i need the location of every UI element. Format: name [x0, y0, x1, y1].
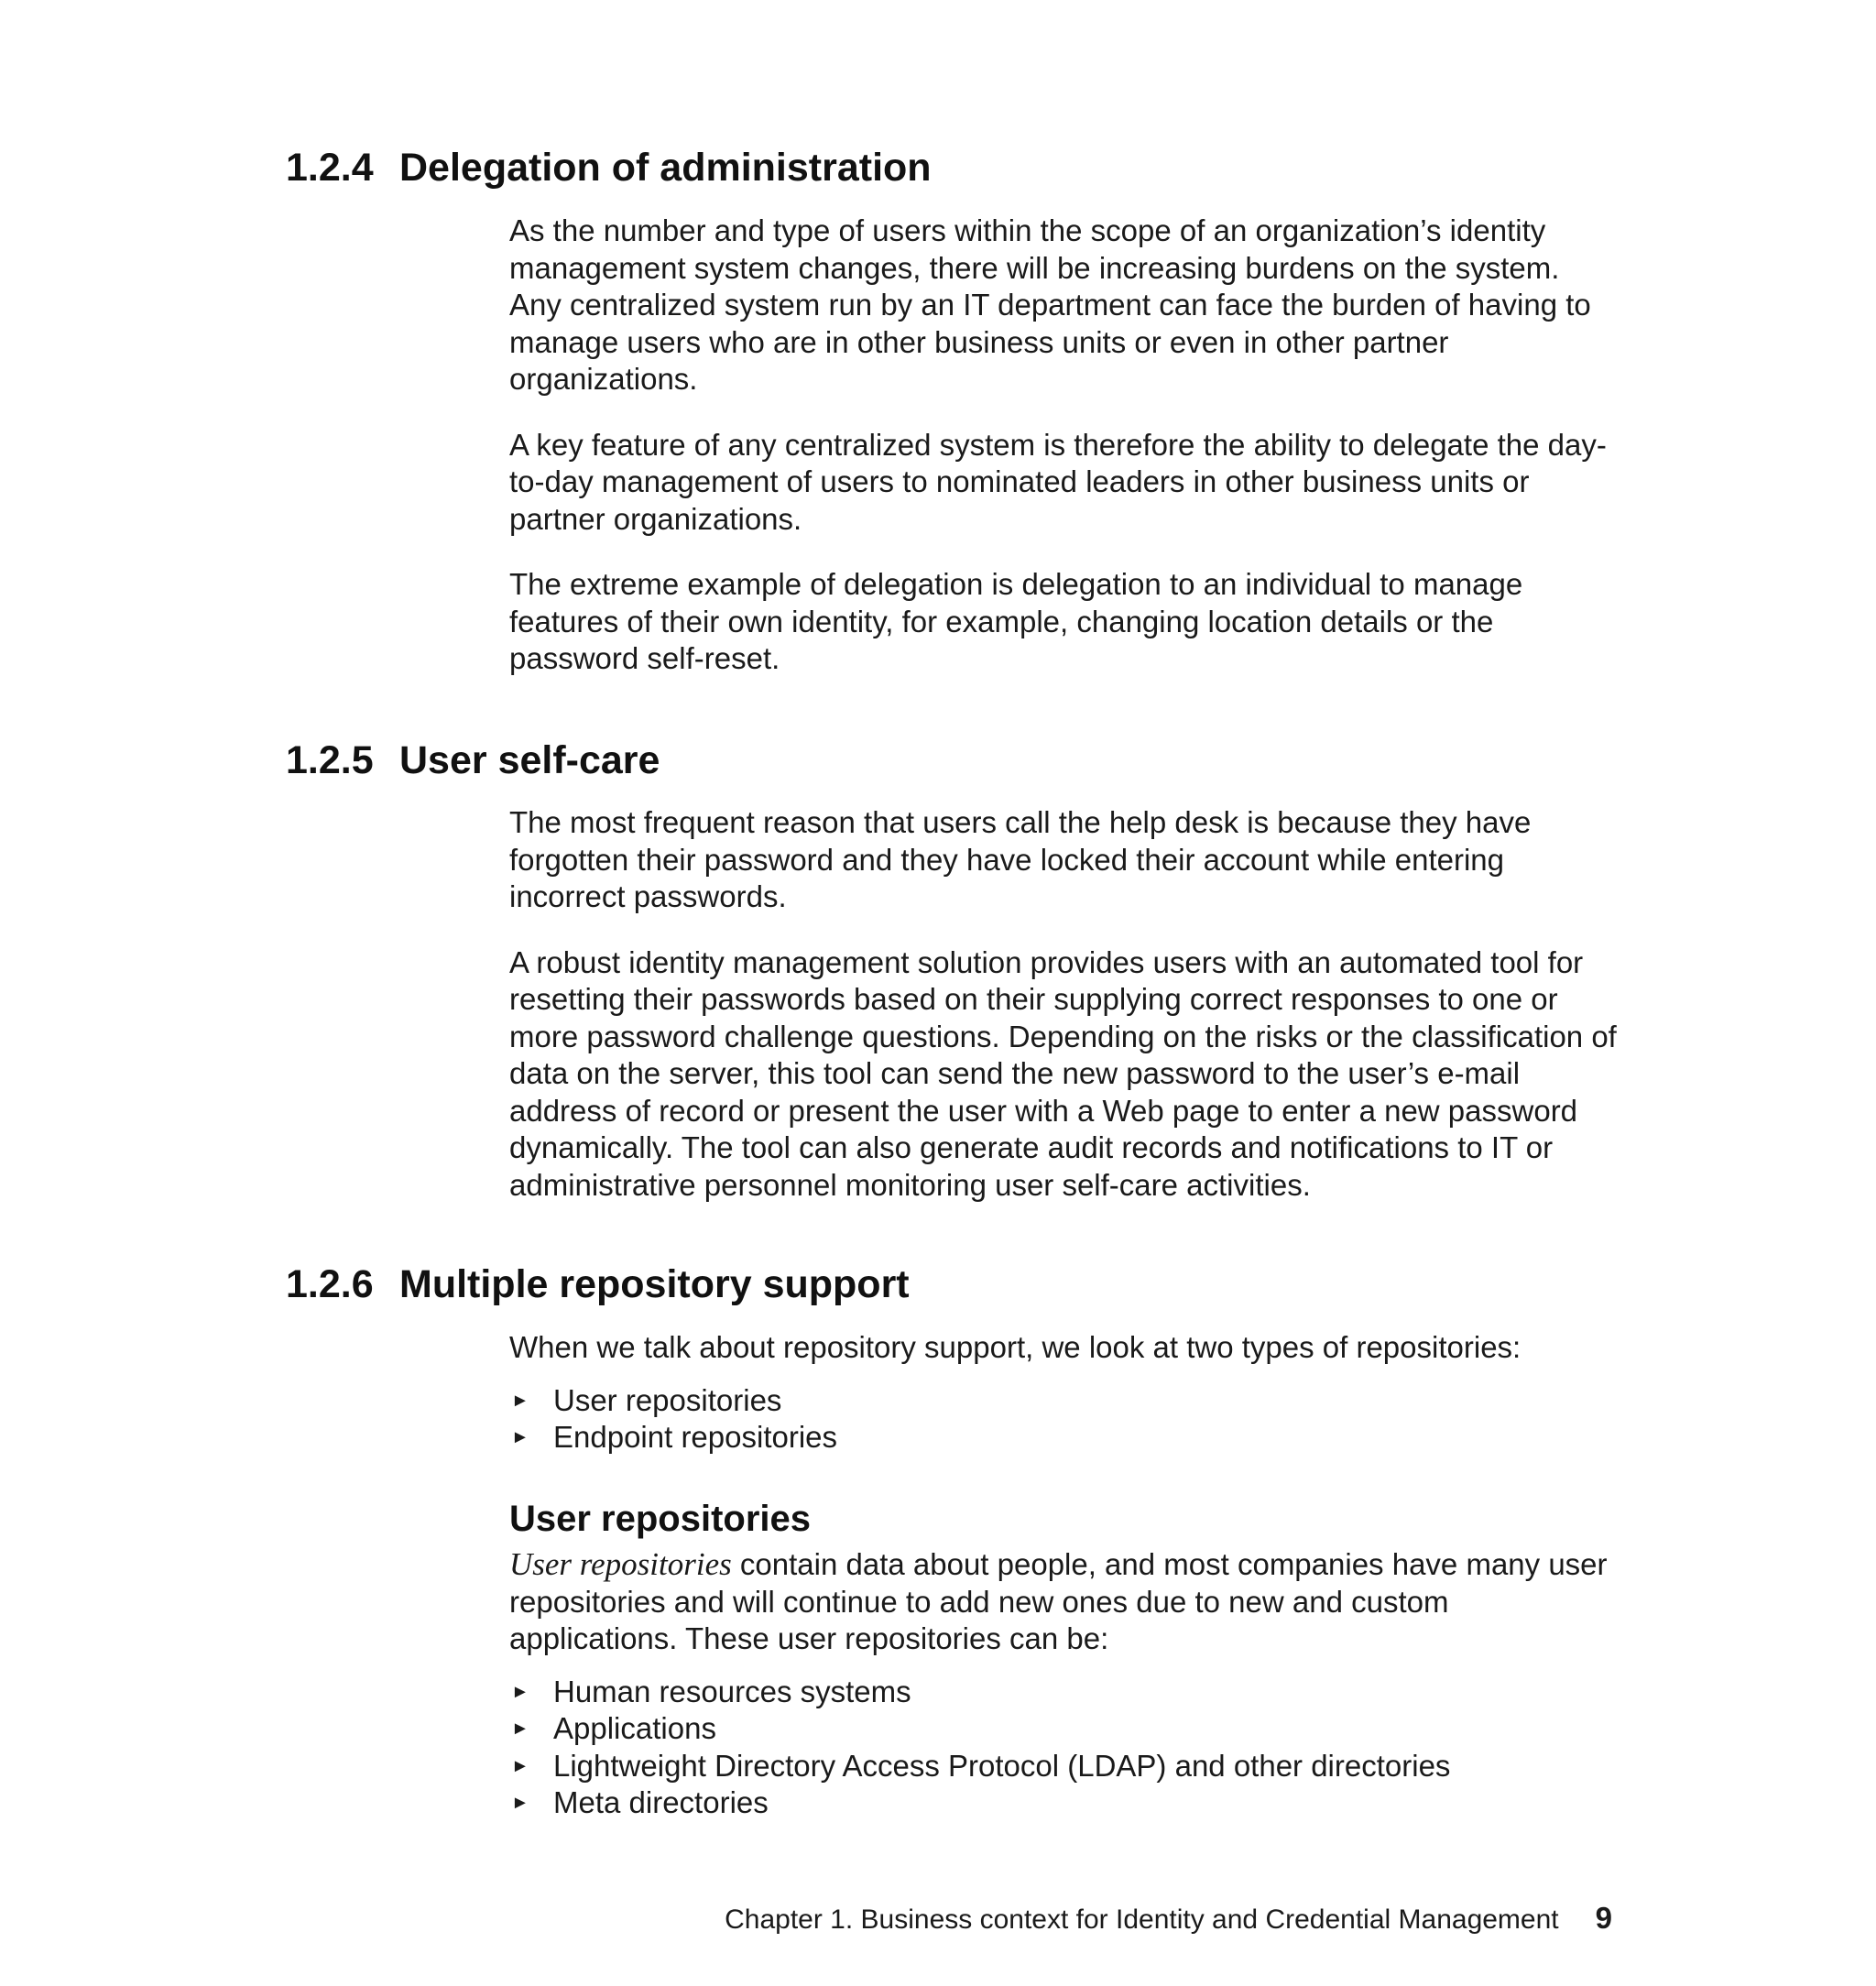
section-title: Delegation of administration — [399, 146, 932, 190]
subsection-heading-user-repositories: User repositories — [509, 1499, 812, 1539]
paragraph — [509, 1546, 1618, 1658]
section-heading-multiple-repository-support — [286, 1261, 910, 1307]
page-number: 9 — [1595, 1901, 1612, 1935]
defined-term: User repositories — [509, 1546, 732, 1582]
bullet-arrow-icon: ► — [511, 1755, 529, 1776]
list-item-text: Meta directories — [553, 1785, 769, 1819]
section-title: Multiple repository support — [399, 1262, 910, 1306]
paragraph: The most frequent reason that users call the help desk is because they have forgotten their password and they have locked their account while entering incorrect passwords. — [509, 805, 1532, 913]
paragraph: As the number and type of users within the scope of an organization’s identity management system changes, there will be increasing burdens on the system. Any centralized system run by an IT department can face the burden of having to manage users who are in other business units or even in other partner organizations. — [509, 213, 1591, 396]
section-number: 1.2.6 — [286, 1262, 374, 1306]
list-item — [509, 1419, 1618, 1457]
list-item — [509, 1784, 1618, 1822]
section-number: 1.2.4 — [286, 146, 374, 190]
page-footer — [725, 1902, 1612, 1937]
list-item-text: Human resources systems — [553, 1674, 911, 1708]
list-item — [509, 1674, 1618, 1711]
list-item — [509, 1382, 1618, 1420]
section-heading-user-self-care — [286, 737, 660, 783]
repository-types-list — [509, 1382, 1618, 1457]
section-number: 1.2.5 — [286, 738, 374, 782]
paragraph: The extreme example of delegation is delegation to an individual to manage features of their own identity, for example, changing location details or the password self-reset. — [509, 567, 1523, 675]
subsection-body-user-repositories — [509, 1546, 1618, 1822]
bullet-arrow-icon: ► — [511, 1793, 529, 1813]
user-repositories-list — [509, 1674, 1618, 1822]
bullet-arrow-icon: ► — [511, 1681, 529, 1702]
list-item-text: Applications — [553, 1711, 716, 1745]
section-body-user-self-care — [509, 804, 1618, 1204]
section-body-delegation — [509, 213, 1618, 678]
paragraph: A key feature of any centralized system is therefore the ability to delegate the day-to-day management of users to nominated leaders in other business units or partner organizations. — [509, 427, 1607, 536]
list-item — [509, 1748, 1618, 1785]
list-item-text: Endpoint repositories — [553, 1420, 838, 1454]
section-body-multiple-repository-support — [509, 1329, 1618, 1457]
list-item-text: User repositories — [553, 1382, 782, 1417]
bullet-arrow-icon: ► — [511, 1719, 529, 1739]
list-item — [509, 1710, 1618, 1748]
paragraph: A robust identity management solution provides users with an automated tool for resetting their passwords based on their supplying correct responses to one or more password challenge questions. Depending on the risks or the classification of data on the server, this tool can send the new password to the user’s e-mail address of record or present the user with a Web page to enter a new password dynamically. The tool can also generate audit records and notifications to IT or administrative personnel monitoring user self-care activities. — [509, 944, 1617, 1202]
paragraph: When we talk about repository support, we look at two types of repositories: — [509, 1330, 1522, 1364]
section-title: User self-care — [399, 738, 660, 782]
section-heading-delegation — [286, 145, 932, 191]
footer-chapter-title: Chapter 1. Business context for Identity and Credential Management — [725, 1904, 1559, 1935]
bullet-arrow-icon: ► — [511, 1427, 529, 1447]
bullet-arrow-icon: ► — [511, 1390, 529, 1411]
list-item-text: Lightweight Directory Access Protocol (LDAP) and other directories — [553, 1748, 1451, 1783]
paragraph-text: contain data about people, and most companies have many user repositories and will continue to add new ones due to new and custom applications. These user repositories can be: — [509, 1547, 1608, 1655]
